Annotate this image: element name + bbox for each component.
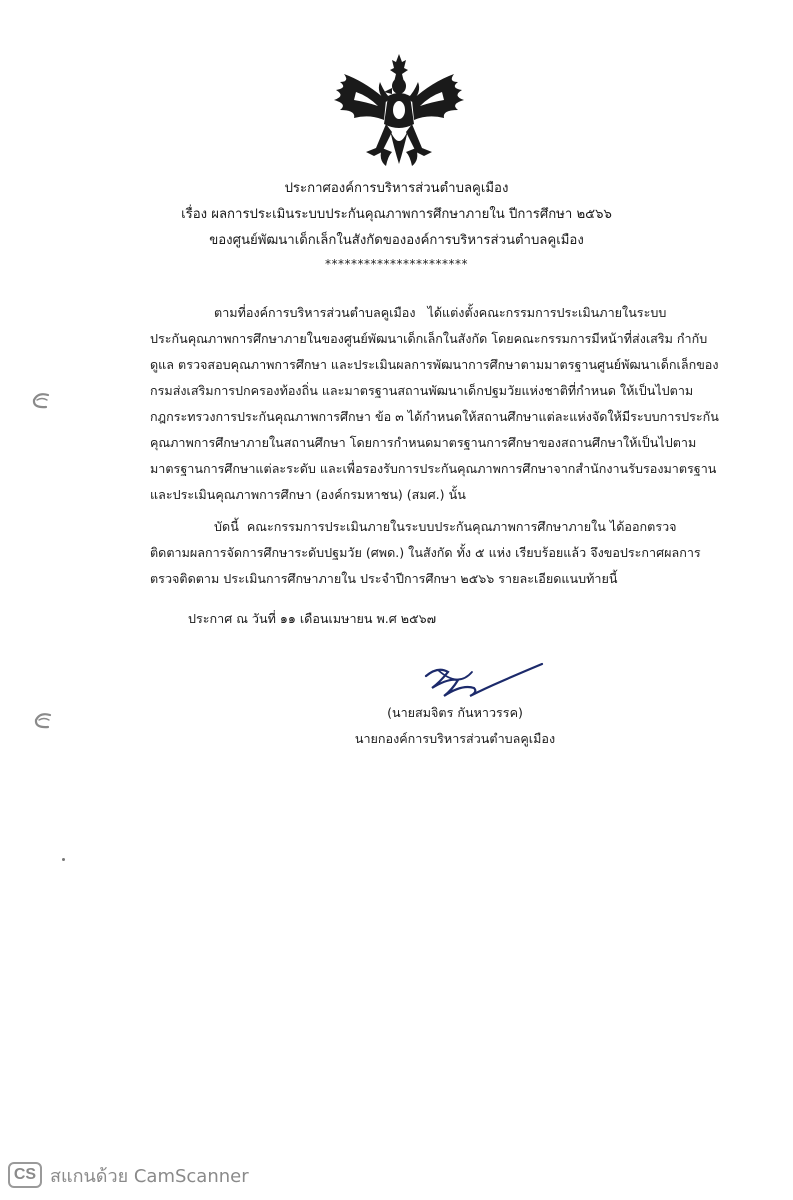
paragraph-line: กฎกระทรวงการประกันคุณภาพการศึกษา ข้อ ๓ ได้กำหนดให้สถานศึกษาแต่ละแห่งจัดให้มีระบบการประกัน — [150, 409, 719, 424]
paragraph-line: บัดนี้ คณะกรรมการประเมินภายในระบบประกันคุณภาพการศึกษาภายใน ได้ออกตรวจ — [150, 519, 677, 534]
paragraph-line: ดูแล ตรวจสอบคุณภาพการศึกษา และประเมินผลการพัฒนาการศึกษาตามมาตรฐานศูนย์พัฒนาเด็กเล็กของ — [150, 357, 719, 372]
camscanner-text: สแกนด้วย CamScanner — [50, 1165, 249, 1187]
signature-icon — [418, 658, 548, 702]
announcement-header — [0, 176, 793, 272]
garuda-emblem-icon — [326, 52, 472, 170]
announcement-date: ประกาศ ณ วันที่ ๑๑ เดือนเมษายน พ.ศ ๒๕๖๗ — [188, 611, 437, 626]
signer-name: (นายสมจิตร กันหาวรรค) — [387, 705, 523, 720]
punch-hole-icon — [30, 708, 56, 734]
scan-speck — [62, 858, 65, 861]
paragraph-2 — [150, 514, 701, 592]
paragraph-line: มาตรฐานการศึกษาแต่ละระดับ และเพื่อรองรับการประกันคุณภาพการศึกษาจากสำนักงานรับรองมาตรฐาน — [150, 461, 717, 476]
paragraph-line: ติดตามผลการจัดการศึกษาระดับปฐมวัย (ศพด.) ในสังกัด ทั้ง ๕ แห่ง เรียบร้อยแล้ว จึงขอประกาศผลการ — [150, 545, 701, 560]
paragraph-1 — [150, 300, 719, 508]
signer-block — [340, 700, 570, 752]
paragraph-line: กรมส่งเสริมการปกครองท้องถิ่น และมาตรฐานสถานพัฒนาเด็กปฐมวัยแห่งชาติที่กำหนด ให้เป็นไปตาม — [150, 383, 694, 398]
paragraph-line: และประเมินคุณภาพการศึกษา (องค์กรมหาชน) (สมศ.) นั้น — [150, 487, 466, 502]
paragraph-line: ตรวจติดตาม ประเมินการศึกษาภายใน ประจำปีการศึกษา ๒๕๖๖ รายละเอียดแนบท้ายนี้ — [150, 571, 618, 586]
header-divider: ********************** — [325, 257, 468, 271]
announcement-title: ประกาศองค์การบริหารส่วนตำบลคูเมือง — [284, 181, 509, 196]
paragraph-line: ตามที่องค์การบริหารส่วนตำบลคูเมือง ได้แต่งตั้งคณะกรรมการประเมินภายในระบบ — [150, 305, 667, 320]
punch-hole-icon — [28, 388, 54, 414]
paragraph-line: คุณภาพการศึกษาภายในสถานศึกษา โดยการกำหนดมาตรฐานการศึกษาของสถานศึกษาให้เป็นไปตาม — [150, 435, 697, 450]
signer-position: นายกองค์การบริหารส่วนตำบลคูเมือง — [354, 731, 556, 746]
camscanner-logo-icon: CS — [8, 1162, 42, 1188]
camscanner-watermark — [8, 1160, 249, 1190]
announcement-subject-continued: ของศูนย์พัฒนาเด็กเล็กในสังกัดขององค์การบริหารส่วนตำบลคูเมือง — [209, 233, 584, 248]
paragraph-line: ประกันคุณภาพการศึกษาภายในของศูนย์พัฒนาเด็กเล็กในสังกัด โดยคณะกรรมการมีหน้าที่ส่งเสริม กำกับ — [150, 331, 708, 346]
announcement-subject: เรื่อง ผลการประเมินระบบประกันคุณภาพการศึกษาภายใน ปีการศึกษา ๒๕๖๖ — [181, 207, 612, 222]
